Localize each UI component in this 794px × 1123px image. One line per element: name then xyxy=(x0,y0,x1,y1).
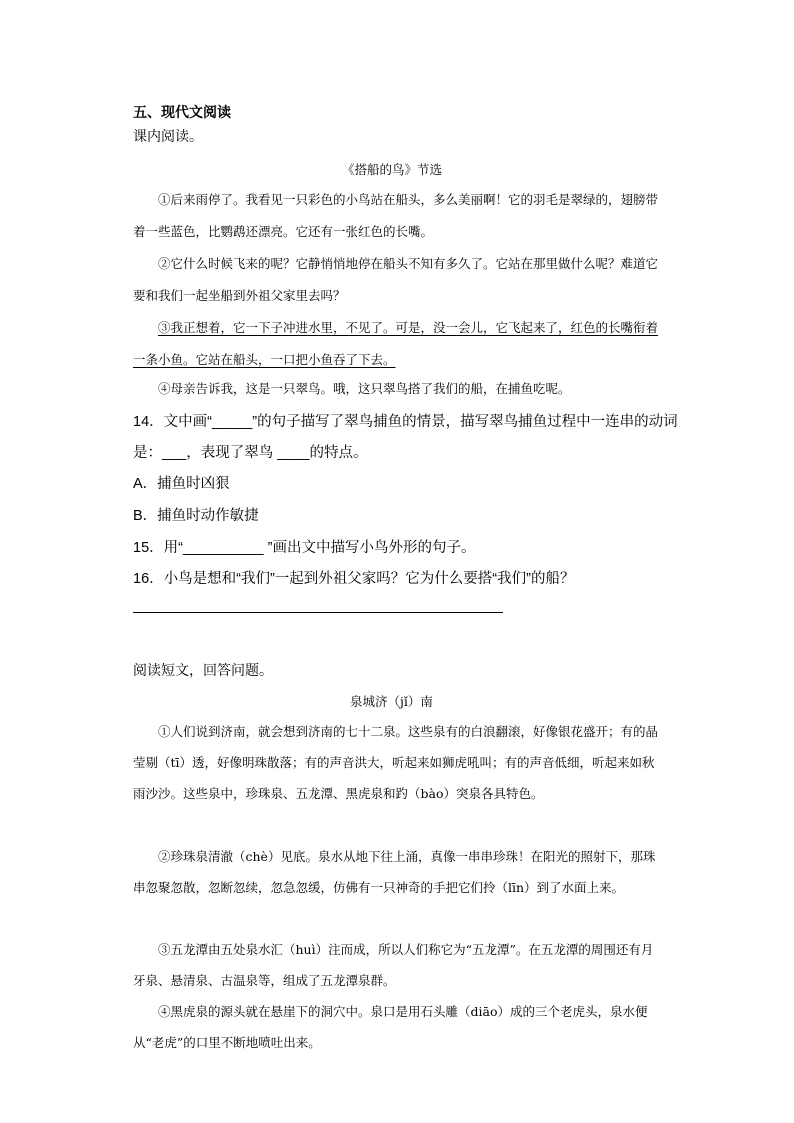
passage-paragraph-3 xyxy=(133,312,663,376)
passage-paragraph-4: ④母亲告诉我，这是一只翠鸟。哦，这只翠鸟搭了我们的船，在捕鱼吃呢。 xyxy=(158,381,571,396)
question-15: 15．用“__________ ”画出文中描写小鸟外形的句子。 xyxy=(133,540,476,556)
section-heading: 五、现代文阅读 xyxy=(133,104,231,120)
passage-title: 《搭船的鸟》节选 xyxy=(342,162,443,177)
passage-2-title: 泉城济（jǐ）南 xyxy=(350,694,433,709)
passage-2-paragraph-3: ③五龙潭由五处泉水汇（huì）注而成，所以人们称它为“五龙潭”。在五龙潭的周围还有月牙泉、悬清泉、古温泉等，组成了五龙潭泉群。 xyxy=(133,942,654,988)
passage-2-paragraph-2: ②珍珠泉清澈（chè）见底。泉水从地下往上涌，真像一串串珍珠！在阳光的照射下，那珠串忽聚忽散，忽断忽续，忽急忽缓，仿佛有一只神奇的手把它们拎（līn）到了水面上来。 xyxy=(133,849,656,895)
passage-2-paragraph-1: ①人们说到济南，就会想到济南的七十二泉。这些泉有的白浪翻滚，好像银花盛开；有的晶莹剔（tī）透，好像明珠散落；有的声音洪大，听起来如狮虎吼叫；有的声音低细，听起来如秋雨沙沙。这些泉中，珍珠泉、五龙潭、黑虎泉和趵（bào）突泉各具特色。 xyxy=(133,724,659,801)
passage-paragraph-2: ②它什么时候飞来的呢？它静悄悄地停在船头不知有多久了。它站在那里做什么呢？难道它要和我们一起坐船到外祖父家里去吗？ xyxy=(133,256,659,303)
section-subheading: 课内阅读。 xyxy=(133,128,203,144)
question-14-option-b[interactable]: B．捕鱼时动作敏捷 xyxy=(133,508,259,524)
question-14-line-1: 14．文中画“_____”的句子描写了翠鸟捕鱼的情景，描写翠鸟捕鱼过程中一连串的动词 xyxy=(133,414,678,430)
passage-paragraph-1: ①后来雨停了。我看见一只彩色的小鸟站在船头，多么美丽啊！它的羽毛是翠绿的，翅膀带着一些蓝色，比鹦鹉还漂亮。它还有一张红色的长嘴。 xyxy=(133,192,659,239)
question-14-line-2: 是：___，表现了翠鸟 ____的特点。 xyxy=(133,445,368,461)
reading-intro: 阅读短文，回答问题。 xyxy=(133,662,273,678)
question-16: 16．小鸟是想和“我们”一起到外祖父家吗？它为什么要搭“我们”的船？ xyxy=(133,571,575,587)
answer-line[interactable] xyxy=(133,612,503,613)
passage-2-paragraph-4: ④黑虎泉的源头就在悬崖下的洞穴中。泉口是用石头雕（diāo）成的三个老虎头，泉水便从“老虎”的口里不断地喷吐出来。 xyxy=(133,1004,648,1050)
underlined-sentence: ③我正想着，它一下子冲进水里，不见了。可是，没一会儿，它飞起来了，红色的长嘴衔着一条小鱼。它站在船头，一口把小鱼吞了下去。 xyxy=(133,320,659,367)
question-14-option-a[interactable]: A．捕鱼时凶狠 xyxy=(133,476,230,492)
